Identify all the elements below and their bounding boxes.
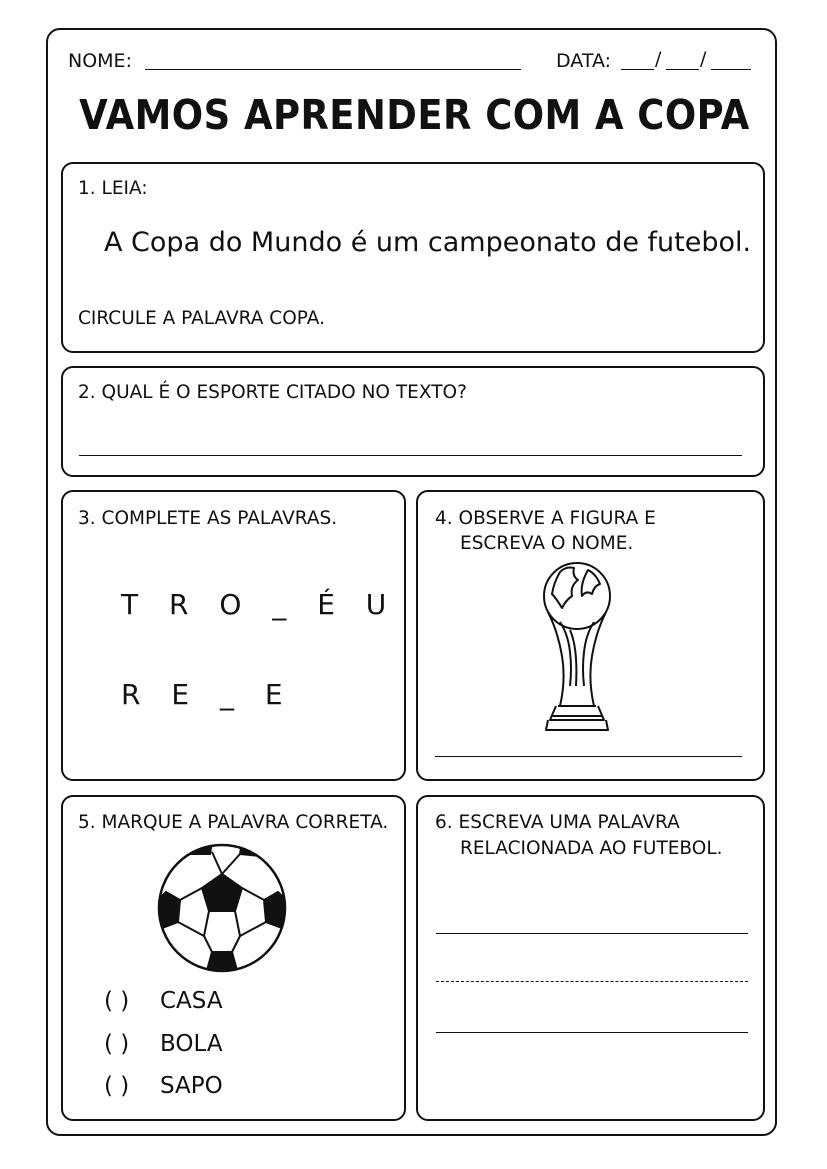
date-label: DATA: — [556, 50, 612, 72]
question-5-label: 5. MARQUE A PALAVRA CORRETA. — [78, 812, 389, 833]
writing-line-top[interactable] — [436, 933, 748, 934]
option-checkbox[interactable]: ( ) — [104, 988, 130, 1014]
date-separator: / — [655, 48, 662, 70]
page-title: VAMOS APRENDER COM A COPA — [79, 91, 750, 139]
question-3-label: 3. COMPLETE AS PALAVRAS. — [78, 508, 338, 529]
question-6-label-line2: RELACIONADA AO FUTEBOL. — [460, 838, 723, 859]
option-label: SAPO — [160, 1073, 223, 1099]
option-checkbox[interactable]: ( ) — [104, 1031, 130, 1057]
option-label: BOLA — [160, 1031, 223, 1057]
option-label: CASA — [160, 988, 223, 1014]
date-month-field[interactable] — [666, 69, 699, 70]
name-field[interactable] — [145, 69, 521, 70]
date-day-field[interactable] — [621, 69, 654, 70]
writing-line-middle — [436, 981, 748, 982]
world-cup-trophy-icon — [530, 560, 624, 736]
name-label: NOME: — [68, 50, 132, 72]
question-6-label: 6. ESCREVA UMA PALAVRA — [435, 812, 680, 833]
option-sapo[interactable] — [104, 1073, 223, 1099]
question-1-instruction: CIRCULE A PALAVRA COPA. — [78, 308, 325, 329]
incomplete-word-1: T R O _ É U — [121, 588, 398, 621]
reading-sentence: A Copa do Mundo é um campeonato de futebol. — [104, 227, 752, 258]
question-4-label: 4. OBSERVE A FIGURA E — [435, 508, 656, 529]
date-year-field[interactable] — [711, 69, 751, 70]
option-checkbox[interactable]: ( ) — [104, 1073, 130, 1099]
writing-line-bottom[interactable] — [436, 1032, 748, 1033]
question-4-label-line2: ESCREVA O NOME. — [460, 533, 634, 554]
option-casa[interactable] — [104, 988, 223, 1014]
question-2-label: 2. QUAL É O ESPORTE CITADO NO TEXTO? — [78, 382, 467, 403]
soccer-ball-icon — [156, 842, 288, 974]
date-separator: / — [700, 48, 707, 70]
question-3-box — [61, 490, 406, 781]
answer-line[interactable] — [435, 756, 742, 757]
incomplete-word-2: R E _ E — [121, 678, 294, 711]
question-1-label: 1. LEIA: — [78, 178, 148, 199]
answer-line[interactable] — [79, 455, 742, 456]
option-bola[interactable] — [104, 1031, 223, 1057]
